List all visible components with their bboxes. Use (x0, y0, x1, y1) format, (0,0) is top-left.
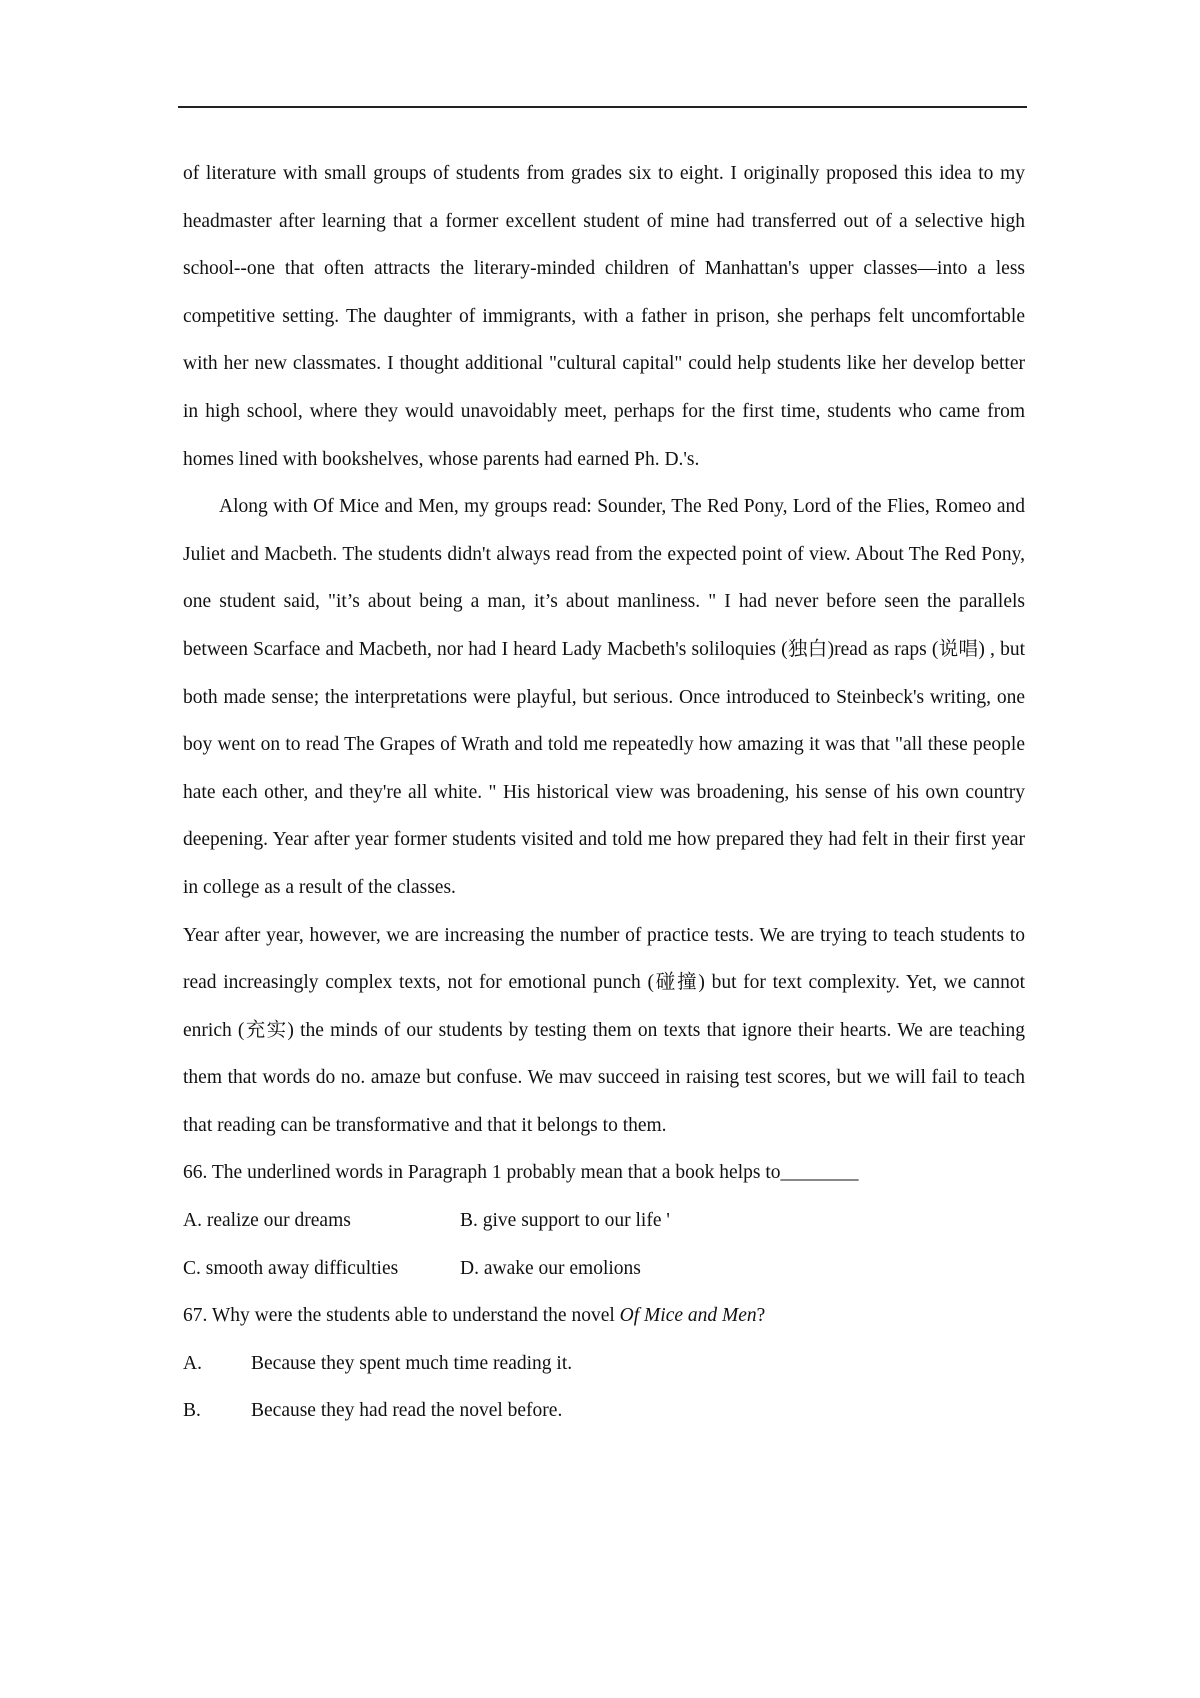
question-67-option-a (183, 1340, 1025, 1388)
question-66-options-row-1 (183, 1197, 1025, 1245)
paragraph-tests: Year after year, however, we are increasing the number of practice tests. We are trying to teach students to read increasingly complex texts, not for emotional punch (碰撞) but for text complexity. Yet, we cannot enrich (充实) the minds of our students by testing them on texts that ignore their hearts. We are teaching them that words do no. amaze but confuse. We mav succeed in raising test scores, but we will fail to teach that reading can be transformative and that it belongs to them. (183, 924, 1025, 1136)
question-66-option-d: D. awake our emolions (460, 1257, 641, 1279)
question-67-option-a-text: Because they spent much time reading it. (251, 1352, 573, 1374)
question-67-option-b-text: Because they had read the novel before. (251, 1400, 563, 1422)
question-66-option-c: C. smooth away difficulties (183, 1257, 399, 1279)
question-67-stem (183, 1292, 1025, 1340)
document-body (183, 150, 1025, 1435)
question-67-option-b (183, 1387, 1025, 1435)
paragraph-books: Along with Of Mice and Men, my groups read: Sounder, The Red Pony, Lord of the Flies, Romeo and Juliet and Macbeth. The students didn't always read from the expected point of view. About The Red Pony, one student said, "it’s about being a man, it’s about manliness. " I had never before seen the parallels between Scarface and Macbeth, nor had I heard Lady Macbeth's soliloquies (独白)read as raps (说唱) , but both made sense; the interpretations were playful, but serious. Once introduced to Steinbeck's writing, one boy went on to read The Grapes of Wrath and told me repeatedly how amazing it was that "all these people hate each other, and they're all white. " His historical view was broadening, his sense of his own country deepening. Year after year former students visited and told me how prepared they had felt in their first year in college as a result of the classes. (183, 496, 1025, 898)
question-67-book-title: Of Mice and Men (619, 1305, 757, 1327)
question-66-options-row-2 (183, 1245, 1025, 1293)
question-67-option-a-label: A. (183, 1352, 202, 1374)
header-rule (178, 106, 1027, 108)
question-66-option-b: B. give support to our life ' (460, 1210, 670, 1232)
paragraph-continued: of literature with small groups of students from grades six to eight. I originally proposed this idea to my headmaster after learning that a former excellent student of mine had transferred out of a selective high school--one that often attracts the literary-minded children of Manhattan's upper classes—into a less competitive setting. The daughter of immigrants, with a father in prison, she perhaps felt uncomfortable with her new classmates. I thought additional "cultural capital" could help students like her develop better in high school, where they would unavoidably meet, perhaps for the first time, students who came from homes lined with bookshelves, whose parents had earned Ph. D.'s. (183, 163, 1025, 470)
question-66-option-a: A. realize our dreams (183, 1210, 351, 1232)
question-66-stem: 66. The underlined words in Paragraph 1 probably mean that a book helps to________ (183, 1162, 859, 1184)
question-67-option-b-label: B. (183, 1400, 201, 1422)
question-67-stem-text: 67. Why were the students able to understand the novel (183, 1305, 620, 1327)
question-67-stem-end: ? (756, 1305, 766, 1327)
